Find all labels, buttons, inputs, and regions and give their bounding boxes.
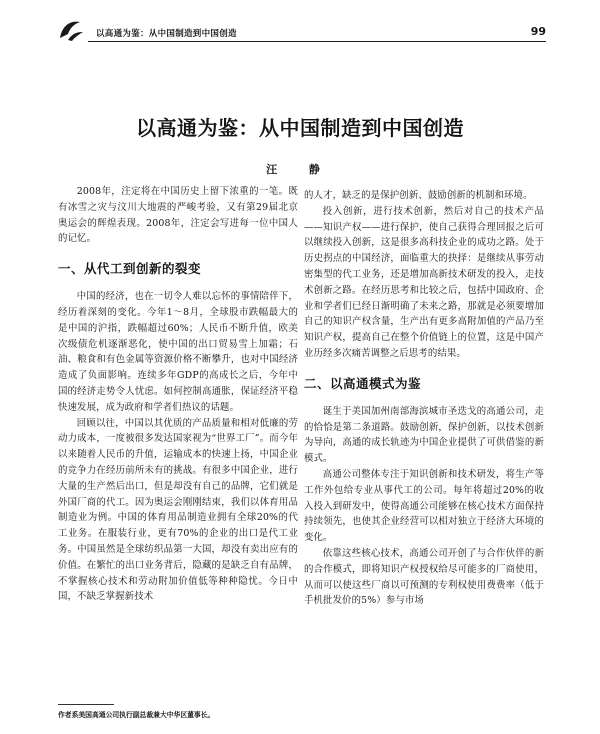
body-paragraph: 诞生于美国加州南部海滨城市圣迭戈的高通公司，走的恰恰是第二条道路。鼓励创新，保护创新，以技术创新为导向，高通的成长轨迹为中国企业提供了可供借鉴的新模式。 [304, 405, 544, 465]
article-author: 汪 静 [266, 163, 334, 176]
left-column [58, 184, 298, 605]
author-footnote: 作者系美国高通公司执行副总裁兼大中华区董事长。 [58, 711, 215, 719]
right-column [304, 188, 544, 609]
body-paragraph: 高通公司整体专注于知识创新和技术研发，将生产等工作外包给专业从事代工的公司。每年将超过20%的收入投入到研发中，使得高通公司能够在核心技术方面保持持续领先，也使其企业经营可以相对独立于经济大环境的变化。 [304, 468, 544, 544]
journal-logo-icon [58, 18, 84, 42]
running-header [58, 24, 546, 44]
body-paragraph: 回顾以往，中国以其优质的产品质量和相对低廉的劳动力成本，一度被很多发达国家视为“世界工厂”。而今年以来随着人民币的升值，运输成本的快速上扬，中国企业的竞争力在经历前所未有的挑战。有很多中国企业，进行大量的生产然后出口，但是却没有自己的品牌，它们就是外国厂商的代工。因为奥运会刚刚结束，我们以体育用品制造业为例。中国的体育用品制造业拥有全球20%的代工业务。在服装行业，更有70%的企业的出口是代工业务。中国虽然是全球纺织品第一大国，却没有卖出应有的价值。在繁忙的出口业务背后，隐藏的是缺乏自有品牌，不掌握核心技术和劳动附加价值低等种种隐忧。今日中国，不缺乏掌握新技术 [58, 417, 298, 603]
body-paragraph: 中国的经济，也在一切令人难以忘怀的事情陪伴下，经历着深刻的变化。今年1～8月，全球股市跌幅最大的是中国的沪指，跌幅超过60%；人民币不断升值，欧美次级债危机逐渐恶化，使中国的出口贸易雪上加霜；石油、粮食和有色金属等资源价格不断攀升，也对中国经济造成了负面影响。连续多年GDP的高成长之后，今年中国的经济走势令人忧虑。如何控制高通胀，保证经济平稳快速发展，成为政府和学者们热议的话题。 [58, 291, 298, 413]
running-title: 以高通为鉴：从中国制造到中国创造 [96, 29, 237, 39]
body-paragraph: 依靠这些核心技术，高通公司开创了与合作伙伴的新的合作模式，即将知识产权授权给尽可能多的厂商使用，从而可以使这些厂商以可预测的专利权使用费费率（低于手机批发价的5%）参与市场 [304, 547, 544, 607]
section-heading-1: 一、从代工到创新的裂变 [58, 261, 202, 277]
continued-paragraph: 的人才，缺乏的是保护创新、鼓励创新的机制和环境。 [304, 190, 533, 201]
body-paragraph: 投入创新，进行技术创新，然后对自己的技术产品——知识产权——进行保护，使自己获得合理回报之后可以继续投入创新，这是很多高科技企业的成功之路。处于历史拐点的中国经济，面临重大的抉择：是继续从事劳动密集型的代工业务，还是增加高新技术研发的投入，走技术创新之路。在经历思考和比较之后，包括中国政府、企业和学者们已经日渐明确了未来之路，那就是必须要增加自己的知识产权含量，生产出有更多高附加值的产品乃至知识产权，提高自己在整个价值链上的位置，这是中国产业历经多次痛苦调整之后思考的结果。 [304, 205, 544, 359]
section-heading-2: 二、以高通模式为鉴 [304, 375, 422, 391]
footnote-divider [58, 704, 114, 705]
header-divider [88, 41, 546, 42]
article-title: 以高通为鉴：从中国制造到中国创造 [136, 116, 464, 140]
intro-paragraph: 2008年，注定将在中国历史上留下浓重的一笔。既有冰雪之灾与汶川大地震的严峻考验，又有第29届北京奥运会的辉煌表现。2008年，注定会写进每一位中国人的记忆。 [58, 186, 298, 245]
page-number: 99 [530, 25, 546, 38]
